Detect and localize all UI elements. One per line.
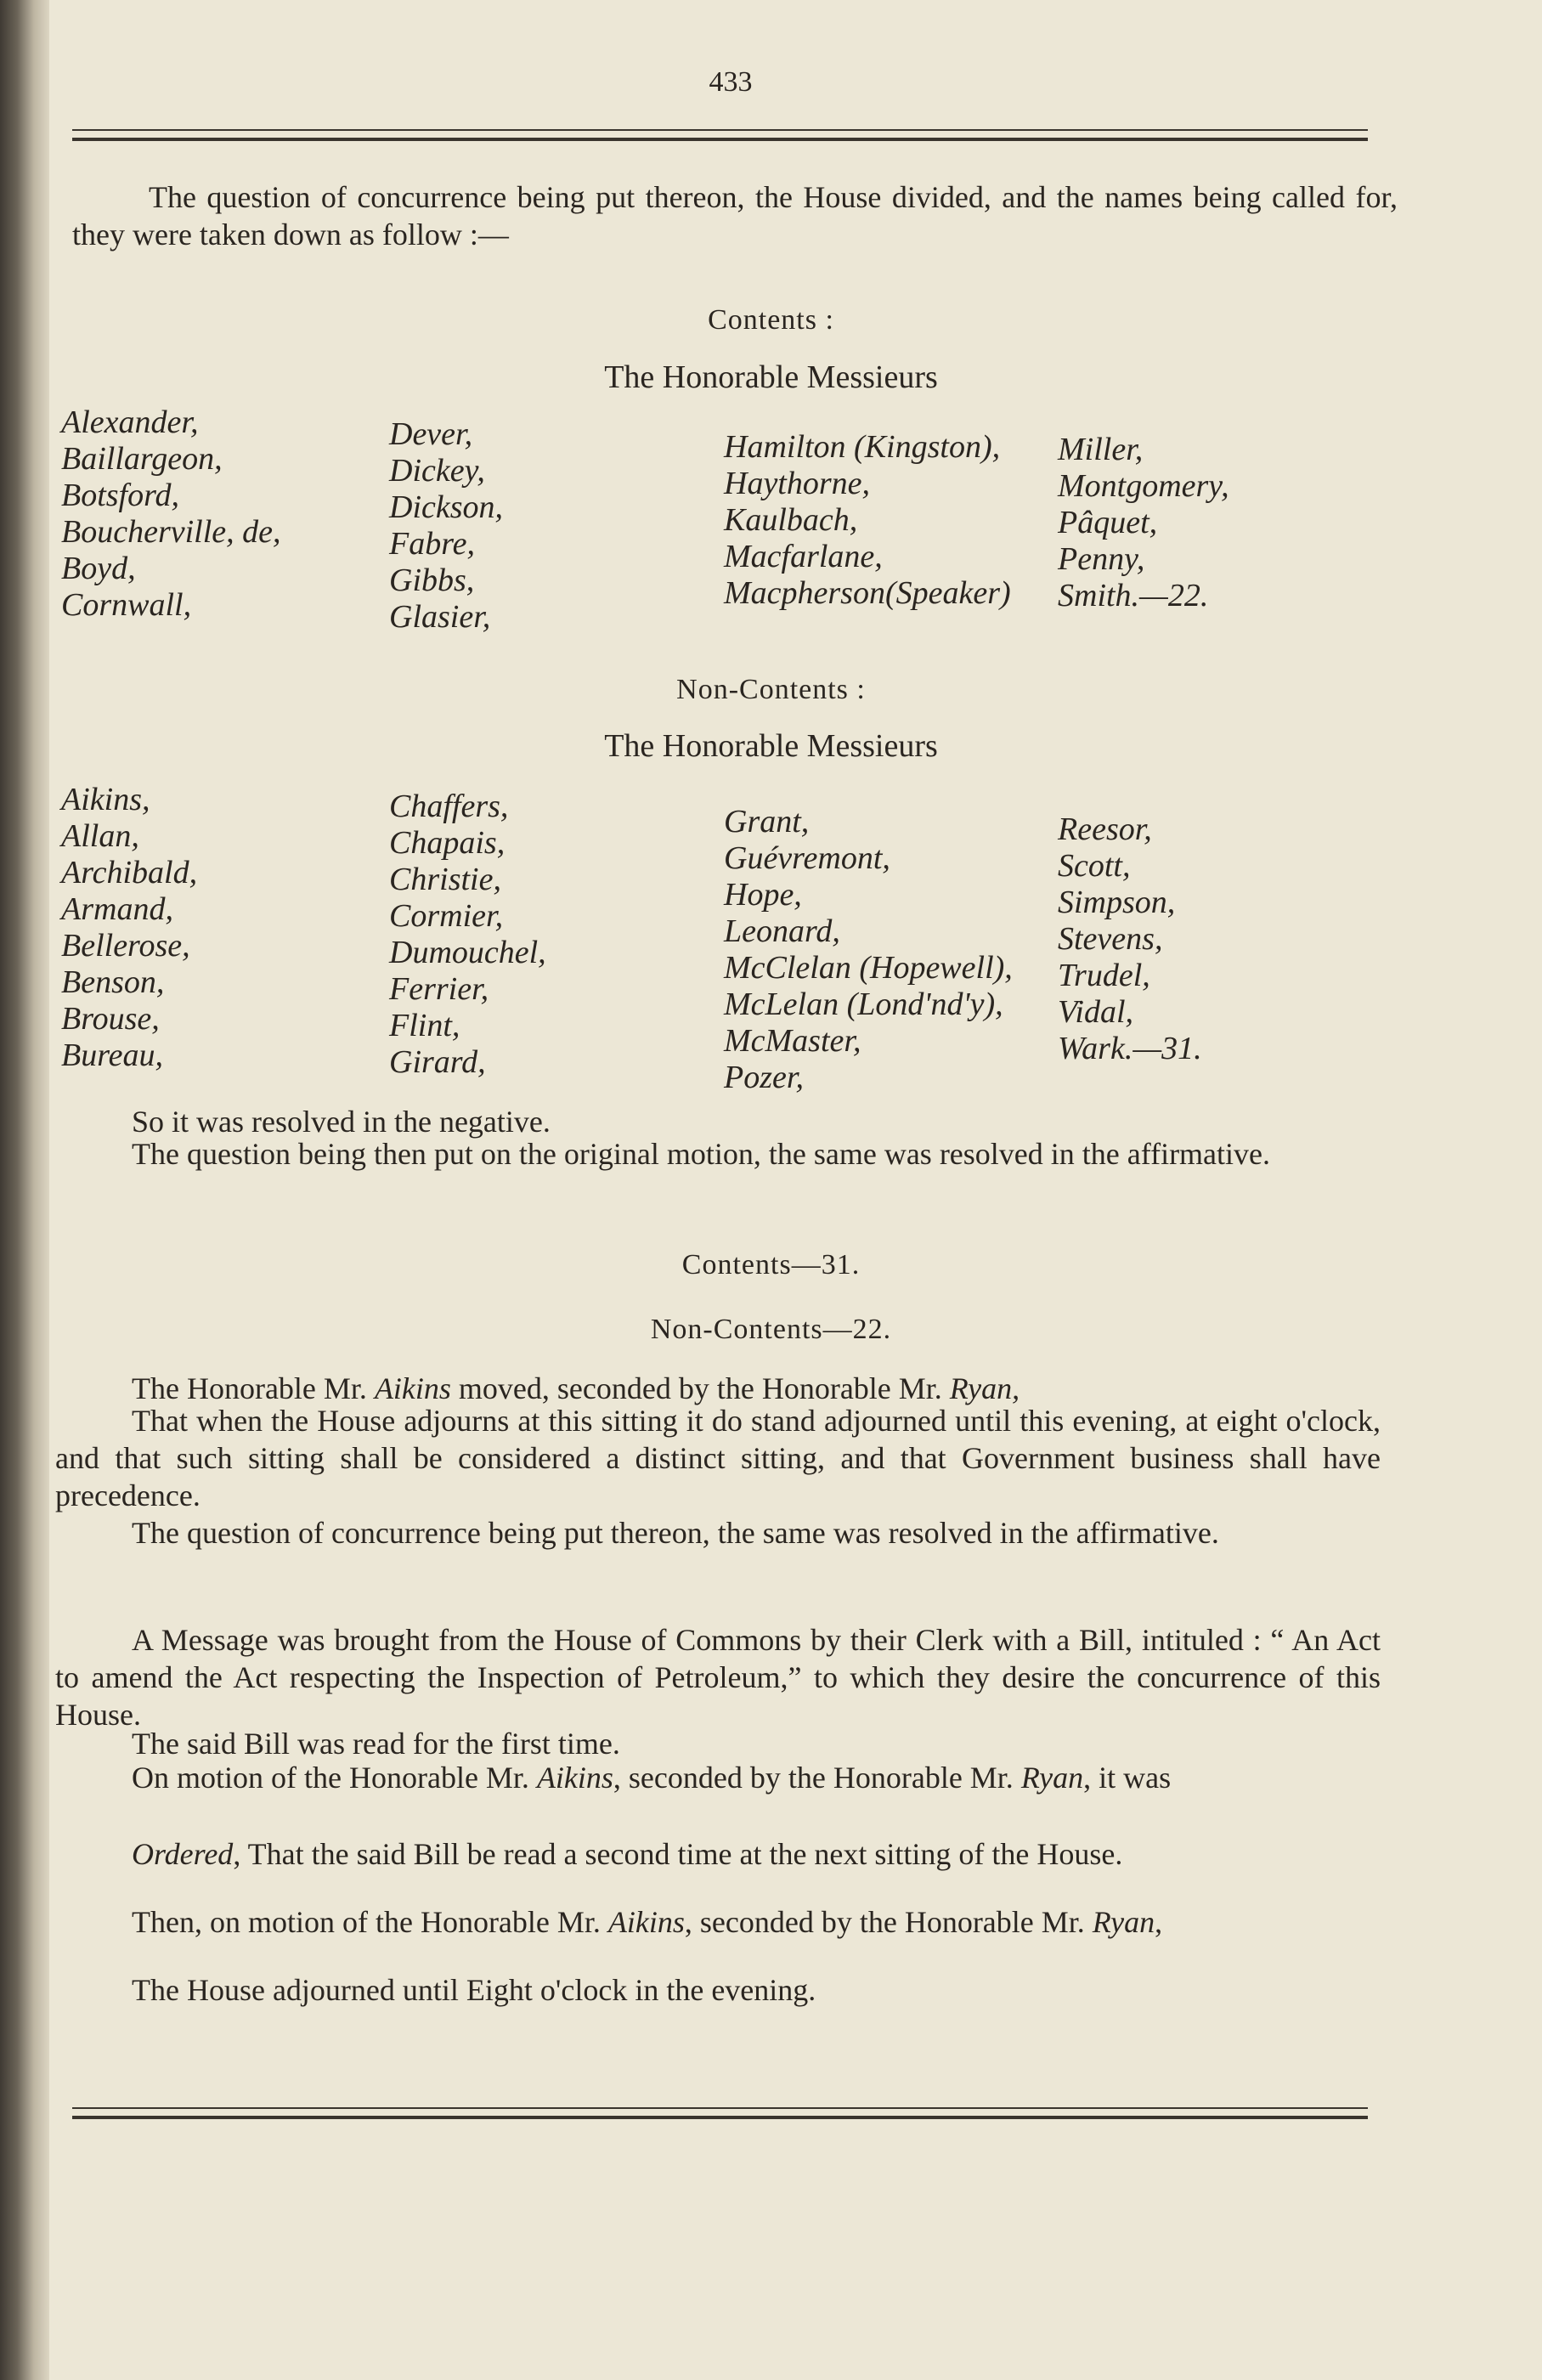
- non-contents-heading: Non-Contents :: [676, 674, 866, 705]
- footer-rule-top: [72, 2107, 1368, 2109]
- member-name: Dickson,: [389, 489, 504, 525]
- member-name: Haythorne,: [724, 466, 871, 501]
- member-name: Gibbs,: [389, 562, 475, 598]
- tally-non-contents: Non-Contents—22.: [650, 1314, 892, 1345]
- member-name: Smith.—22.: [1058, 578, 1209, 613]
- page-number: 433: [709, 66, 753, 98]
- header-rule-top: [72, 129, 1368, 131]
- seconder-name: Ryan: [1092, 1905, 1155, 1939]
- division-intro: The question of concurrence being put thereon, the House divided, and the names being called for, they were taken down as follow :—: [72, 180, 1398, 252]
- resolved-negative: So it was resolved in the negative.: [132, 1105, 551, 1139]
- second-reading-motion: On motion of the Honorable Mr. Aikins, seconded by the Honorable Mr. Ryan, it was: [132, 1761, 1172, 1795]
- member-name: Aikins,: [61, 782, 150, 817]
- contents-column-2: [389, 416, 503, 636]
- contents-column-1: [61, 404, 281, 624]
- member-name: Flint,: [389, 1008, 460, 1043]
- member-name: Kaulbach,: [724, 502, 858, 538]
- member-name: Macfarlane,: [724, 539, 883, 574]
- non-contents-column-2: [389, 789, 546, 1081]
- member-name: Hamilton (Kingston),: [724, 429, 1001, 465]
- member-name: Bureau,: [61, 1037, 163, 1073]
- member-name: Wark.—31.: [1058, 1031, 1202, 1066]
- book-binding-edge: [0, 0, 49, 2380]
- member-name: Vidal,: [1058, 994, 1134, 1030]
- member-name: Alexander,: [61, 404, 199, 440]
- member-name: Boyd,: [61, 551, 136, 586]
- ordered-second-reading: Ordered, That the said Bill be read a second time at the next sitting of the House.: [132, 1837, 1123, 1871]
- member-name: McLelan (Lond'nd'y),: [724, 986, 1003, 1022]
- contents-heading: Contents :: [708, 304, 834, 336]
- member-name: Baillargeon,: [61, 441, 223, 477]
- member-name: Chaffers,: [389, 789, 509, 824]
- member-name: Penny,: [1058, 541, 1145, 577]
- contents-column-3: [724, 429, 1011, 612]
- mover-name: Aikins: [607, 1905, 685, 1939]
- house-adjourn-motion: Then, on motion of the Honorable Mr. Aikins, seconded by the Honorable Mr. Ryan,: [132, 1905, 1163, 1939]
- first-reading: The said Bill was read for the first time.: [132, 1727, 620, 1761]
- non-contents-subheading: The Honorable Messieurs: [604, 728, 938, 764]
- non-contents-column-1: [61, 782, 197, 1074]
- member-name: Dever,: [389, 416, 473, 452]
- member-name: Stevens,: [1058, 921, 1163, 957]
- member-name: Reesor,: [1058, 811, 1152, 847]
- member-name: Allan,: [61, 818, 139, 854]
- member-name: Guévremont,: [724, 840, 890, 876]
- non-contents-column-3: [724, 804, 1013, 1096]
- member-name: Brouse,: [61, 1001, 160, 1037]
- commons-message: A Message was brought from the House of Commons by their Clerk with a Bill, intituled : “ An Act to amend the Act respecting the Inspection of Petroleum,” to which they desire the concurrence of this House.: [55, 1623, 1381, 1732]
- member-name: Ferrier,: [389, 971, 489, 1007]
- member-name: Archibald,: [61, 855, 198, 890]
- member-name: Girard,: [389, 1044, 486, 1080]
- mover-name: Aikins: [536, 1761, 613, 1795]
- motion-result: The question of concurrence being put thereon, the same was resolved in the affirmative.: [132, 1516, 1219, 1550]
- member-name: Cornwall,: [61, 587, 192, 623]
- adjournment-motion: The Honorable Mr. Aikins moved, seconded by the Honorable Mr. Ryan,: [132, 1371, 1020, 1405]
- header-rule-bottom: [72, 138, 1368, 141]
- seconder-name: Ryan: [1020, 1761, 1084, 1795]
- tally-contents: Contents—31.: [681, 1249, 861, 1280]
- member-name: Fabre,: [389, 526, 475, 562]
- member-name: Simpson,: [1058, 885, 1176, 920]
- contents-subheading: The Honorable Messieurs: [604, 359, 938, 395]
- member-name: Boucherville, de,: [61, 514, 281, 550]
- member-name: Pâquet,: [1058, 505, 1158, 540]
- member-name: Chapais,: [389, 825, 506, 861]
- member-name: Christie,: [389, 862, 501, 897]
- member-name: Glasier,: [389, 599, 491, 635]
- member-name: Hope,: [724, 877, 802, 913]
- member-name: Benson,: [61, 964, 165, 1000]
- mover-name: Aikins: [374, 1371, 451, 1405]
- member-name: Trudel,: [1058, 958, 1150, 993]
- footer-rule-bottom: [72, 2116, 1368, 2119]
- house-adjourned: The House adjourned until Eight o'clock in the evening.: [132, 1973, 816, 2007]
- contents-column-4: [1058, 432, 1229, 614]
- member-name: Leonard,: [724, 913, 840, 949]
- original-motion-result: The question being then put on the original motion, the same was resolved in the affirmative.: [132, 1137, 1271, 1171]
- ordered-label: Ordered: [132, 1837, 234, 1871]
- member-name: Macpherson(Speaker): [724, 575, 1011, 611]
- seconder-name: Ryan,: [949, 1371, 1020, 1405]
- member-name: Scott,: [1058, 848, 1131, 884]
- member-name: Cormier,: [389, 898, 504, 934]
- member-name: Montgomery,: [1058, 468, 1229, 504]
- motion-text: That when the House adjourns at this sitting it do stand adjourned until this evening, at eight o'clock, and that such sitting shall be considered a distinct sitting, and that Government business shall have precedence.: [55, 1404, 1381, 1512]
- member-name: McMaster,: [724, 1023, 861, 1059]
- member-name: Dickey,: [389, 453, 485, 489]
- member-name: Armand,: [61, 891, 173, 927]
- member-name: Grant,: [724, 804, 810, 840]
- member-name: McClelan (Hopewell),: [724, 950, 1013, 986]
- member-name: Bellerose,: [61, 928, 190, 964]
- member-name: Pozer,: [724, 1060, 804, 1095]
- non-contents-column-4: [1058, 811, 1202, 1067]
- member-name: Botsford,: [61, 478, 179, 513]
- member-name: Dumouchel,: [389, 935, 546, 970]
- member-name: Miller,: [1058, 432, 1144, 467]
